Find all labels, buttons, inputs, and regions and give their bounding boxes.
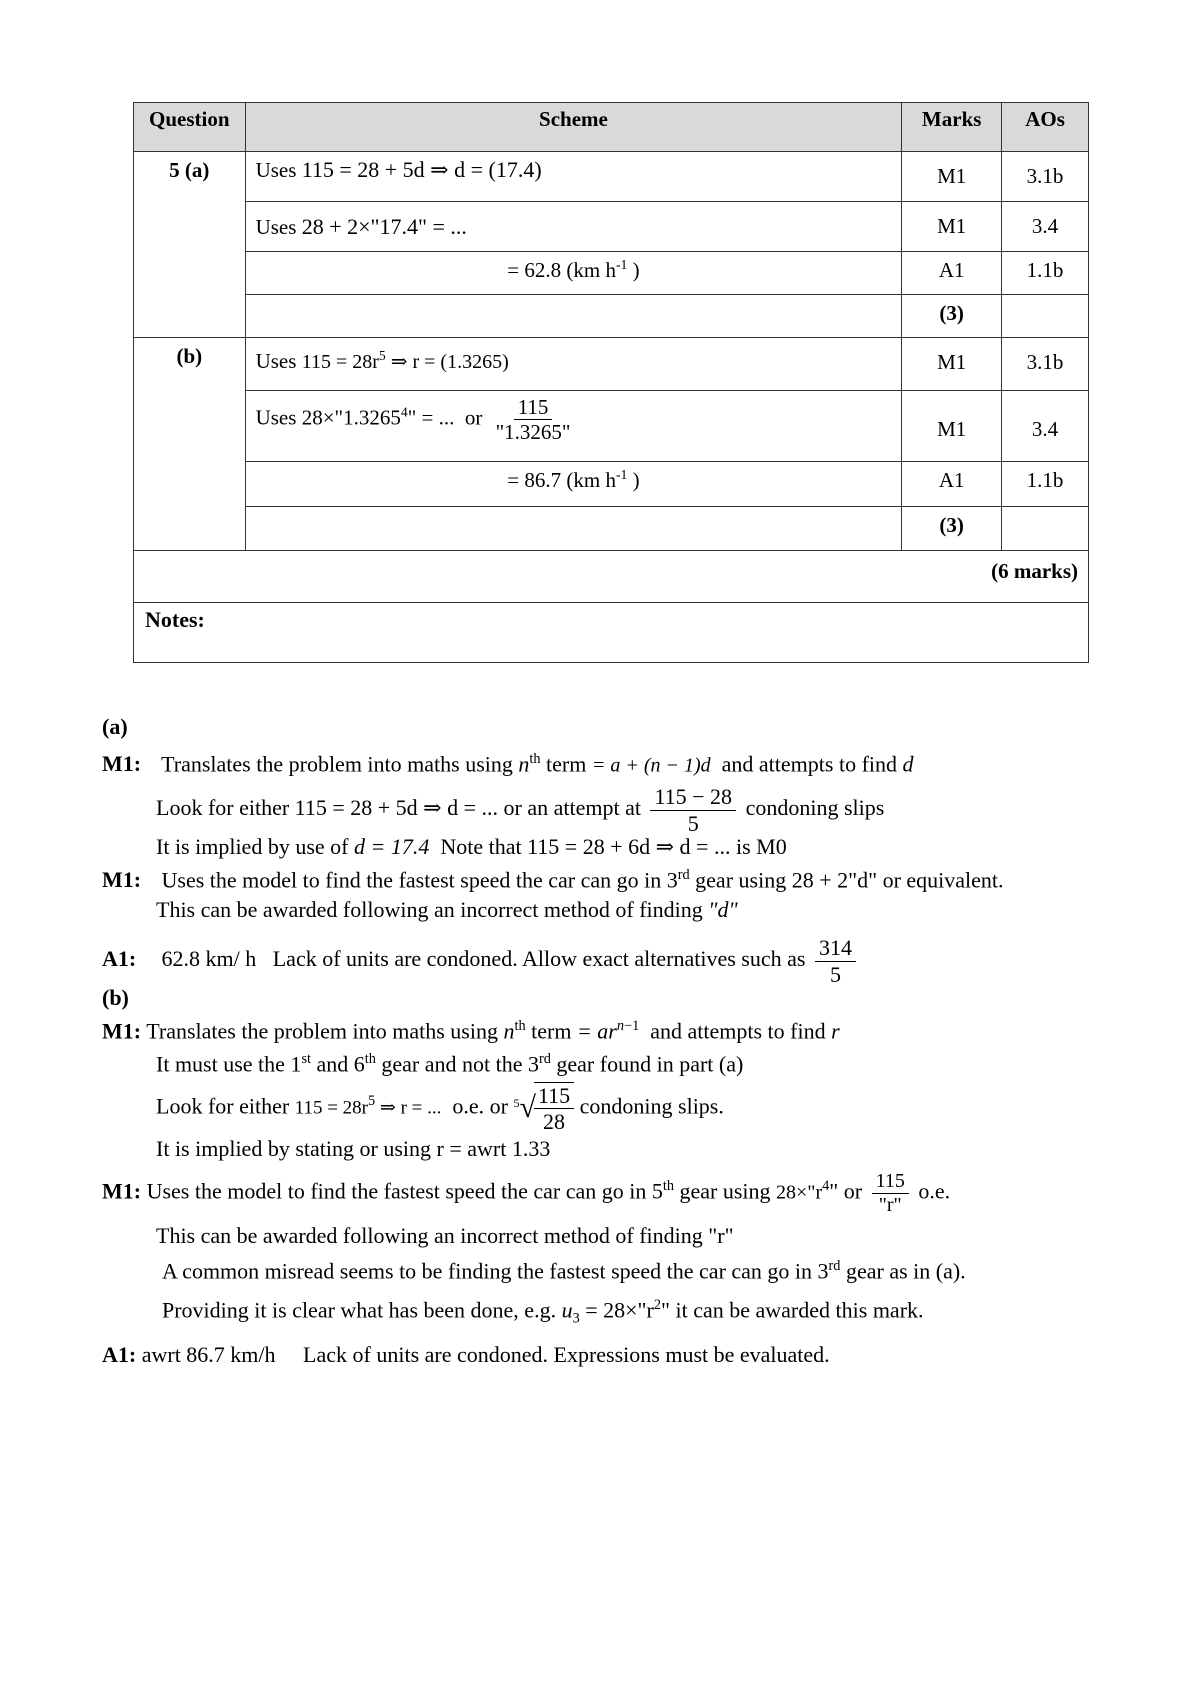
scheme-word: Uses [255, 349, 297, 373]
note-text: o.e. or [452, 1092, 508, 1118]
formula: = a + (n − 1)d [591, 754, 711, 777]
fraction-denominator: 5 [829, 961, 841, 987]
note-follow-b: This can be awarded following an incorrect method of finding "r" [156, 1223, 734, 1249]
formula: ⇒ r = ... [375, 1096, 442, 1118]
note-text: is M0 [735, 833, 787, 859]
scheme-cell [245, 391, 902, 462]
part-b-heading: (b) [102, 984, 129, 1010]
note-m1-a2: M1: Uses the model to find the fastest speed the car can go in 3rd gear using 28 + 2"d" or equivalent. [102, 860, 1102, 895]
note-text: term [531, 1018, 572, 1044]
scheme-formula-end: ⇒ r = (1.3265) [385, 351, 509, 373]
fraction-denominator: 5 [687, 810, 699, 836]
fraction [815, 935, 856, 987]
mark-label: M1: [102, 1178, 142, 1204]
scheme-formula-end: " = ... [407, 405, 455, 430]
fraction-denominator: "r" [878, 1194, 902, 1217]
note-look-a [102, 784, 1102, 836]
ao-cell-empty [1002, 295, 1089, 338]
table-row [134, 338, 1089, 391]
note-m1-b2: M1: Uses the model to find the fastest speed the car can go in 5th gear using $28\times"r^4$" or $\frac{115}{"r"}$ o.e. [102, 1170, 951, 1217]
table-row [134, 252, 1089, 295]
fraction-denominator: 28 [543, 1108, 566, 1134]
note-text: gear found in part (a) [556, 1051, 744, 1077]
note-provide-b: Providing it is clear what has been done, e.g. $u_3$ = $28\times"r^2$" it can be awarded this mark. [162, 1297, 924, 1328]
note-implied-b [102, 1134, 1102, 1164]
question-label-b: (b) [134, 338, 246, 551]
mark-cell: M1 [902, 202, 1002, 252]
mark-cell: A1 [902, 252, 1002, 295]
mark-cell: A1 [902, 462, 1002, 507]
unit-superscript: -1 [615, 257, 628, 272]
formula: " [661, 1297, 670, 1323]
note-misread-b: A common misread seems to be finding the fastest speed the car can go in 3rd gear as in (a). [162, 1258, 966, 1284]
formula: r = awrt 1.33 [436, 1136, 551, 1162]
mark-cell: M1 [902, 391, 1002, 462]
exponent: 5 [378, 348, 386, 363]
note-follow-a [102, 895, 1102, 925]
fraction [492, 395, 575, 444]
mark-label: M1: [102, 751, 142, 777]
mark-label: M1: [102, 1018, 142, 1044]
mark-scheme-table [133, 102, 1089, 663]
note-text: Uses the model to find the fastest speed the car can go in 3 [161, 867, 678, 893]
scheme-formula: 115 = 28r [301, 351, 379, 373]
fraction [872, 1170, 909, 1217]
note-text: condoning slips. [579, 1092, 724, 1118]
table-row [134, 202, 1089, 252]
notes-label: Notes: [134, 603, 1089, 663]
fraction-numerator: 115 [514, 395, 553, 420]
note-text: term [546, 751, 587, 777]
fraction-numerator: 314 [815, 935, 856, 961]
ao-cell-empty [1002, 507, 1089, 551]
note-text: Translates the problem into maths using [161, 751, 513, 777]
table-row [134, 462, 1089, 507]
note-text: A common misread seems to be finding the fastest speed the car can go in 3 [162, 1258, 829, 1284]
scheme-answer-end: ) [632, 258, 640, 282]
note-text: gear and not the 3 [381, 1051, 539, 1077]
note-a1-a [102, 935, 1102, 987]
scheme-cell [245, 202, 902, 252]
note-text: It is implied by stating or using [156, 1136, 431, 1162]
ao-cell: 3.4 [1002, 391, 1089, 462]
scheme-answer: = 62.8 (km h [507, 258, 616, 282]
note-text: It is implied by use of [156, 833, 349, 859]
exponent: 4 [400, 404, 408, 420]
ao-cell: 1.1b [1002, 462, 1089, 507]
fifth-root: 5 √ $\frac{115}{28}$ [513, 1082, 574, 1135]
note-text: gear using [679, 1178, 771, 1204]
note-m1-a: M1: Translates the problem into maths using $n^{th}$ term = a + (n − 1)d and attempts to find d [102, 744, 1102, 780]
note-must-b: It must use the 1st and 6th gear and not the 3rd gear found in part (a) [156, 1051, 744, 1077]
header-aos: AOs [1002, 103, 1089, 152]
mark-label: A1: [102, 1342, 137, 1368]
note-text: it can be awarded this mark. [675, 1297, 924, 1323]
or-text: or [464, 405, 483, 430]
total-row [134, 551, 1089, 603]
note-text: and 6 [316, 1051, 365, 1077]
ao-cell: 3.1b [1002, 152, 1089, 202]
table-row [134, 295, 1089, 338]
unit-superscript: -1 [615, 467, 628, 482]
note-text: Providing it is clear what has been done, e.g. [162, 1297, 557, 1323]
note-implied-a [102, 832, 1102, 862]
note-text: and attempts to find [650, 1018, 826, 1044]
scheme-formula: 28 + 2×"17.4" = ... [301, 214, 467, 239]
ao-cell: 1.1b [1002, 252, 1089, 295]
note-text: and attempts to find [721, 751, 898, 777]
formula: "d" [708, 897, 738, 923]
note-text: Look for either [156, 1092, 290, 1118]
formula: 28 + 2"d" [791, 867, 878, 893]
scheme-word: Uses [255, 405, 297, 430]
note-text: This can be awarded following an incorrect method of finding [156, 897, 703, 923]
ao-cell: 3.1b [1002, 338, 1089, 391]
question-label-a: 5 (a) [134, 152, 246, 338]
scheme-word: Uses [255, 215, 297, 239]
scheme-cell [245, 338, 902, 391]
note-text: o.e. [918, 1178, 951, 1204]
formula: = ar [576, 1018, 617, 1044]
note-look-b: Look for either $115 = 28r^5$ ⇒ r = ... o.e. or 5 √ $\frac{115}{28}$ condoning slips. [156, 1082, 724, 1134]
total-marks: (6 marks) [134, 551, 1089, 603]
note-text: condoning slips [745, 795, 885, 821]
note-text: gear using [695, 867, 787, 893]
header-scheme: Scheme [245, 103, 902, 152]
scheme-answer: = 86.7 (km h [507, 468, 616, 492]
scheme-answer-end: ) [632, 468, 640, 492]
formula: 115 = 28r [294, 1096, 369, 1118]
formula: " [829, 1178, 839, 1204]
note-text: or [843, 1178, 863, 1204]
fraction-denominator: "1.3265" [495, 420, 571, 445]
note-text: 62.8 km/ h [161, 946, 257, 972]
fraction-numerator: 115 − 28 [650, 784, 736, 810]
note-text: or equivalent. [882, 867, 1004, 893]
mark-label: M1: [102, 867, 142, 893]
note-text: Look for either [156, 795, 290, 821]
formula: d = 17.4 [353, 833, 430, 859]
fraction-numerator: 115 [872, 1170, 909, 1194]
note-text: Translates the problem into maths using [146, 1018, 498, 1044]
scheme-cell-empty [245, 507, 902, 551]
header-question: Question [134, 103, 246, 152]
formula: = 28×"r [579, 1297, 654, 1323]
header-row [134, 103, 1089, 152]
scheme-cell [245, 152, 902, 202]
header-marks: Marks [902, 103, 1002, 152]
mark-cell: M1 [902, 338, 1002, 391]
note-text: Lack of units are condoned. Expressions must be evaluated. [303, 1342, 830, 1368]
ao-cell: 3.4 [1002, 202, 1089, 252]
subtotal-mark: (3) [902, 507, 1002, 551]
note-text: awrt 86.7 km/h [141, 1342, 276, 1368]
fraction-numerator: 115 [534, 1083, 574, 1109]
note-text: or an attempt at [503, 795, 641, 821]
scheme-formula: 115 = 28 + 5d ⇒ d = (17.4) [301, 157, 542, 182]
note-m1-b: M1: Translates the problem into maths using $n^{th}$ term = $ar^{n-1}$ and attempts to find r [102, 1017, 840, 1044]
fraction [650, 784, 736, 836]
notes-row [134, 603, 1089, 663]
note-text: Note that [440, 833, 522, 859]
note-text: Uses the model to find the fastest speed the car can go in 5 [146, 1178, 663, 1204]
note-text: Lack of units are condoned. Allow exact alternatives such as [272, 946, 806, 972]
scheme-cell [245, 252, 902, 295]
subtotal-mark: (3) [902, 295, 1002, 338]
formula: 115 = 28 + 6d ⇒ d = ... [527, 833, 731, 859]
table-row [134, 152, 1089, 202]
table-row [134, 507, 1089, 551]
scheme-cell [245, 462, 902, 507]
formula: 115 = 28 + 5d ⇒ d = ... [294, 795, 499, 821]
note-text: It must use the 1 [156, 1051, 302, 1077]
mark-label: A1: [102, 946, 137, 972]
notes-section [102, 712, 1102, 1368]
scheme-word: Uses [255, 158, 297, 182]
scheme-cell-empty [245, 295, 902, 338]
formula: 28×"r [776, 1181, 823, 1204]
note-a1-b [102, 1340, 1102, 1370]
table-row [134, 391, 1089, 462]
part-a-heading: (a) [102, 714, 128, 739]
mark-cell: M1 [902, 152, 1002, 202]
note-text: gear as in (a). [845, 1258, 966, 1284]
scheme-formula: 28×"1.3265 [301, 405, 401, 430]
